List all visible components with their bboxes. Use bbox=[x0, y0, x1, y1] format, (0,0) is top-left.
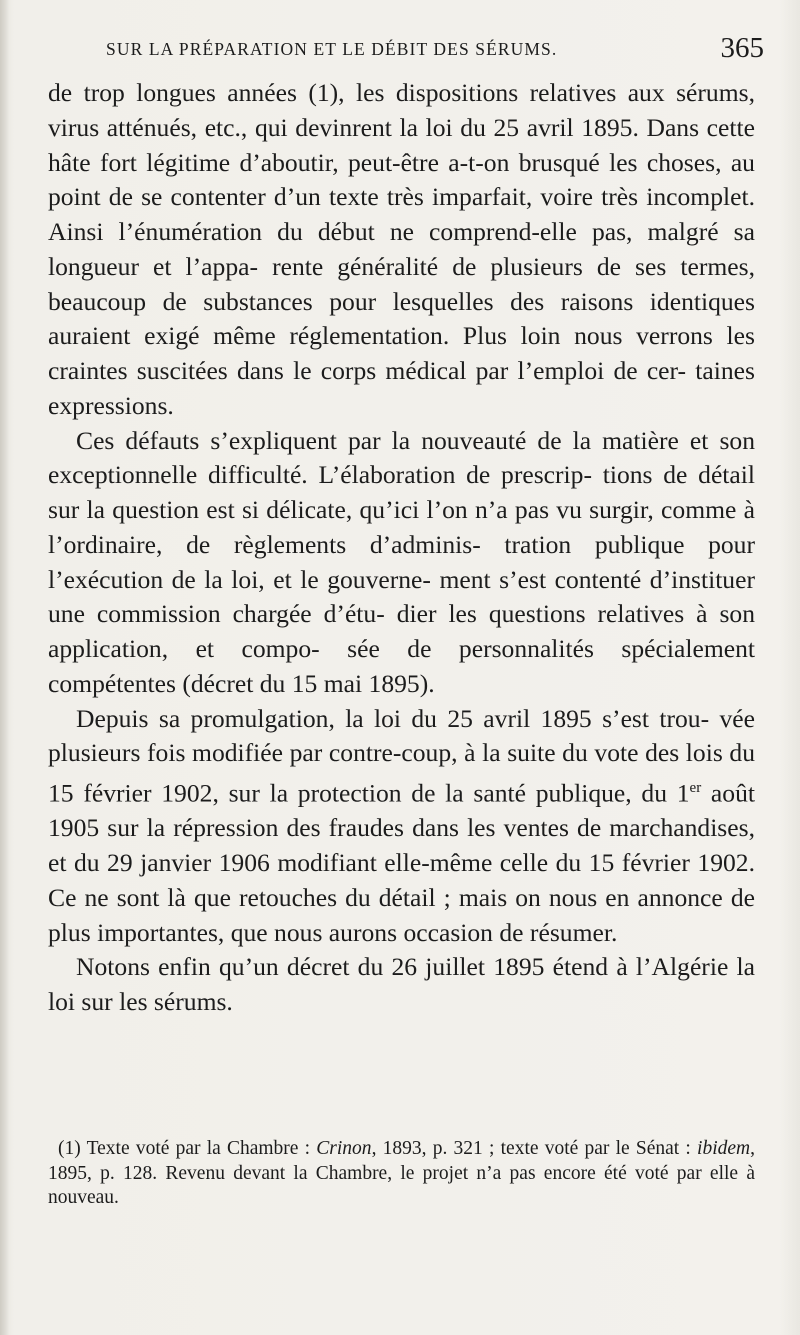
text-line: très imparfait, voire très incomplet. Ainsi l’énumération du bbox=[48, 182, 755, 246]
page-number: 365 bbox=[720, 32, 764, 64]
text-line: vée plusieurs fois modifiée par contre-coup, à la suite du bbox=[48, 703, 755, 768]
footnote-1 bbox=[48, 1137, 755, 1211]
paragraph-2 bbox=[48, 424, 755, 702]
text-line: 15 mai 1895). bbox=[291, 668, 435, 698]
footnote-marker: (1) Texte voté par la Chambre : bbox=[58, 1138, 317, 1159]
text-line: sée de personnalités spécialement compétentes (décret du bbox=[48, 634, 756, 698]
text-line: importantes, que nous aurons occasion de résumer. bbox=[97, 917, 618, 947]
date-day: 1 bbox=[676, 778, 690, 808]
text-line: Depuis sa promulgation, la loi du 25 avril 1895 s’est trou- bbox=[76, 703, 710, 733]
text-line: début ne comprend-elle pas, malgré sa longueur et l’appa- bbox=[48, 217, 755, 281]
text-line: tions de détail sur la question est si délicate, qu’ici l’on n’a bbox=[48, 460, 755, 524]
ordinal-superscript: er bbox=[689, 780, 702, 796]
text-line: dier les questions relatives à son application, et compo- bbox=[48, 599, 755, 663]
text-line: dans les ventes de marchandises, et du 29 janvier 1906 bbox=[48, 813, 755, 878]
text-line: taines expressions. bbox=[48, 356, 755, 420]
text-line: que retouches du détail ; mais on nous en annonce de plus bbox=[48, 882, 755, 947]
text-line: pas vu surgir, comme à l’ordinaire, de règlements d’adminis- bbox=[48, 495, 755, 559]
paragraph-3 bbox=[48, 702, 755, 951]
text-line: modifiant elle-même celle du 15 février 1902. Ce ne sont là bbox=[48, 848, 755, 912]
text-line: l’Algérie la loi sur les sérums. bbox=[48, 952, 755, 1017]
footnote-text: , 1895, p. 128. Revenu devant la Chambre, le projet n’a pas encore été voté par elle à nouveau. bbox=[48, 1138, 755, 1208]
text-line: craintes suscitées dans le corps médical par l’emploi de cer- bbox=[48, 356, 687, 385]
text-line: rente généralité de plusieurs de ses termes, beaucoup de bbox=[48, 251, 755, 316]
text-line: brusqué les choses, au point de se contenter d’un texte bbox=[48, 147, 755, 212]
text-line: août 1905 sur la répression des fraudes bbox=[48, 778, 755, 843]
text-line: ment s’est contenté d’instituer une commission chargée d’étu- bbox=[48, 564, 755, 629]
body-text bbox=[48, 76, 755, 1020]
text-line: Notons enfin qu’un décret du 26 juillet 1895 étend à bbox=[76, 952, 628, 982]
text-line: exigé même réglementation. Plus loin nous verrons les bbox=[144, 321, 755, 351]
text-line: substances pour lesquelles des raisons identiques auraient bbox=[48, 286, 755, 351]
text-line: de trop longues années (1), les dispositions relatives aux bbox=[48, 78, 665, 107]
text-line: vote des lois du 15 février 1902, sur la protection de la santé bbox=[48, 738, 755, 808]
text-line: tration publique pour l’exécution de la loi, et le gouverne- bbox=[48, 529, 755, 594]
text-line: 1895. Dans cette hâte fort légitime d’aboutir, peut-être a-t-on bbox=[48, 112, 755, 177]
text-line: et son exceptionnelle difficulté. L’élaboration de prescrip- bbox=[48, 425, 755, 490]
page-header bbox=[48, 32, 770, 72]
footnote-source: ibidem bbox=[697, 1138, 751, 1159]
text-line: sérums, virus atténués, etc., qui devinrent la loi du 25 avril bbox=[48, 78, 755, 142]
text-line: Ces défauts s’expliquent par la nouveauté de la matière bbox=[76, 425, 679, 455]
text-line: publique, du bbox=[535, 778, 677, 808]
running-head: SUR LA PRÉPARATION ET LE DÉBIT DES SÉRUMS. bbox=[106, 39, 558, 59]
footnote-area bbox=[48, 1137, 755, 1211]
paragraph-4 bbox=[48, 950, 755, 1020]
paragraph-1 bbox=[48, 76, 755, 424]
footnote-source: Crinon bbox=[316, 1138, 372, 1159]
footnote-text: , 1893, p. 321 ; texte voté par le Sénat : bbox=[371, 1138, 698, 1159]
